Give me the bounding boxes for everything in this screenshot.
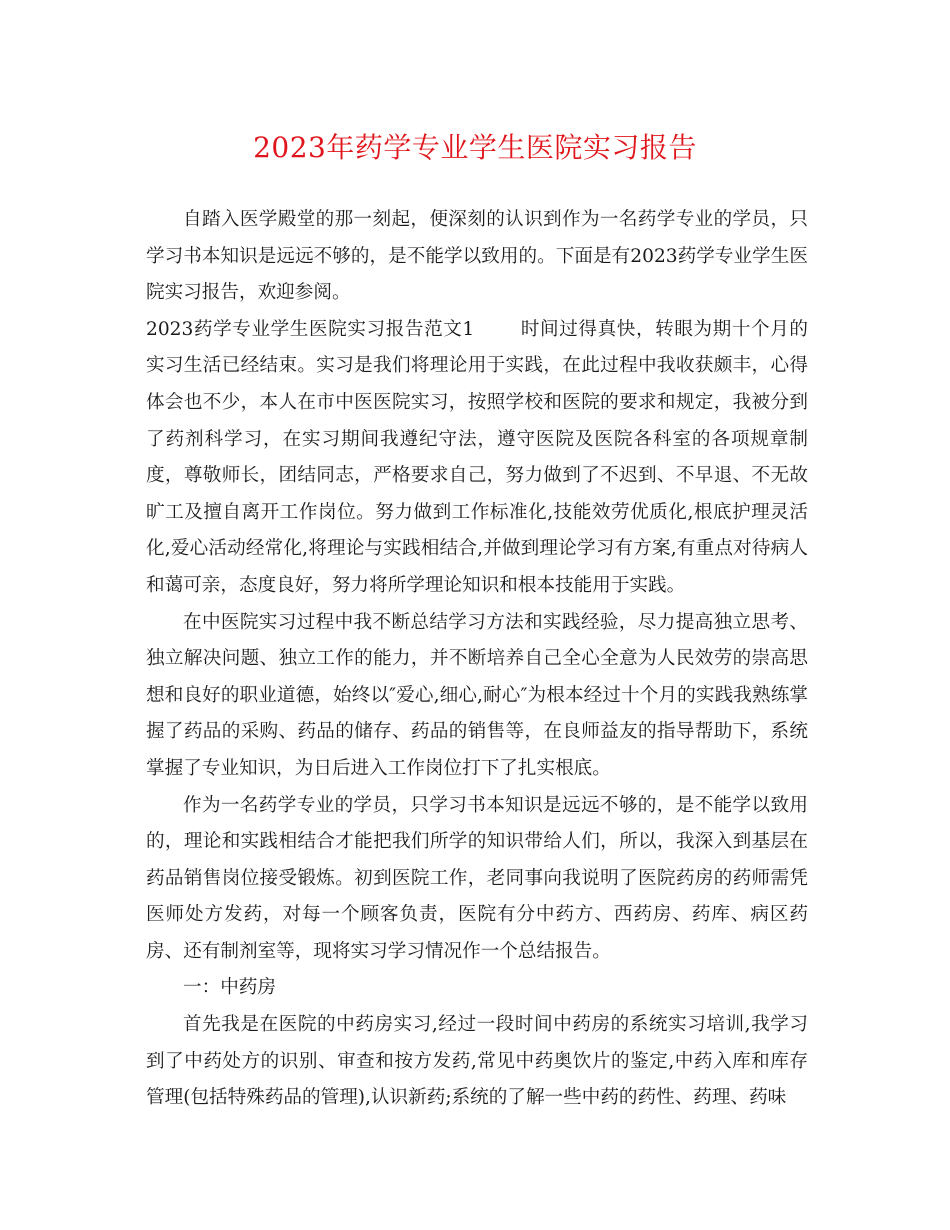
sample-text: 时间过得真快，转眼为期十个月的实习生活已经结束。实习是我们将理论用于实践，在此过程中我收获颇丰，心得体会也不少，本人在市中医医院实习，按照学校和医院的要求和规定，我被分到了药剂科学习，在实习期间我遵纪守法，遵守医院及医院各科室的各项规章制度，尊敬师长，团结同志，严格要求自己，努力做到了不迟到、不早退、不无故旷工及擅自离开工作岗位。努力做到工作标准化,技能效劳优质化,根底护理灵活化,爱心活动经常化,将理论与实践相结合,并做到理论学习有方案,有重点对待病人和蔼可亲，态度良好，努力将所学理论知识和根本技能用于实践。	[146, 318, 808, 596]
body-paragraph: 在中医院实习过程中我不断总结学习方法和实践经验，尽力提高独立思考、独立解决问题、独立工作的能力，并不断培养自己全心全意为人民效劳的崇高思想和良好的职业道德，始终以″爱心,细心,耐心″为根本经过十个月的实践我熟练掌握了药品的采购、药品的储存、药品的销售等，在良师益友的指导帮助下，系统掌握了专业知识，为日后进入工作岗位打下了扎实根底。	[146, 611, 808, 779]
sample-heading: 2023药学专业学生医院实习报告范文1	[146, 318, 475, 340]
document-body	[146, 202, 808, 1117]
section-heading: 一：中药房	[183, 977, 276, 999]
sample-paragraph	[146, 312, 808, 605]
intro-paragraph: 自踏入医学殿堂的那一刻起，便深刻的认识到作为一名药学专业的学员，只学习书本知识是远远不够的，是不能学以致用的。下面是有2023药学专业学生医院实习报告，欢迎参阅。	[146, 209, 808, 304]
body-paragraph: 首先我是在医院的中药房实习,经过一段时间中药房的系统实习培训,我学习到了中药处方的识别、审查和按方发药,常见中药奥饮片的鉴定,中药入库和库存管理(包括特殊药品的管理),认识新药;系统的了解一些中药的药性、药理、药味	[146, 1014, 808, 1109]
document-title: 2023年药学专业学生医院实习报告	[253, 131, 697, 164]
body-paragraph: 作为一名药学专业的学员，只学习书本知识是远远不够的，是不能学以致用的，理论和实践相结合才能把我们所学的知识带给人们，所以，我深入到基层在药品销售岗位接受锻炼。初到医院工作，老同事向我说明了医院药房的药师需凭医师处方发药，对每一个顾客负责，医院有分中药方、西药房、药库、病区药房、还有制剂室等，现将实习学习情况作一个总结报告。	[146, 794, 808, 962]
